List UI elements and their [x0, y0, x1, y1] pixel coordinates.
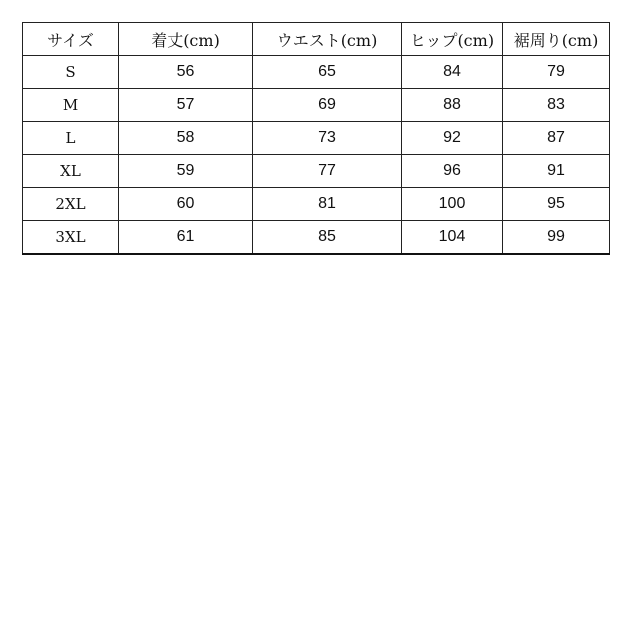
cell-size: XL: [23, 155, 119, 188]
cell-length: 57: [119, 89, 253, 122]
cell-hem: 79: [503, 56, 610, 89]
cell-hem: 99: [503, 221, 610, 255]
cell-waist: 69: [253, 89, 402, 122]
cell-waist: 85: [253, 221, 402, 255]
cell-hip: 88: [402, 89, 503, 122]
header-row: [23, 23, 610, 56]
table-row: [23, 89, 610, 122]
size-chart-table: [22, 22, 610, 255]
cell-size: 2XL: [23, 188, 119, 221]
cell-hip: 96: [402, 155, 503, 188]
cell-hem: 95: [503, 188, 610, 221]
table-row: [23, 188, 610, 221]
table-row: [23, 56, 610, 89]
cell-length: 56: [119, 56, 253, 89]
cell-hip: 104: [402, 221, 503, 255]
cell-hem: 83: [503, 89, 610, 122]
table-row: [23, 155, 610, 188]
cell-length: 58: [119, 122, 253, 155]
cell-size: M: [23, 89, 119, 122]
cell-waist: 73: [253, 122, 402, 155]
table-row: [23, 221, 610, 255]
cell-length: 59: [119, 155, 253, 188]
cell-size: L: [23, 122, 119, 155]
cell-hem: 87: [503, 122, 610, 155]
cell-length: 61: [119, 221, 253, 255]
header-size: サイズ: [23, 23, 119, 56]
cell-size: 3XL: [23, 221, 119, 255]
cell-hip: 92: [402, 122, 503, 155]
cell-hem: 91: [503, 155, 610, 188]
cell-waist: 65: [253, 56, 402, 89]
cell-length: 60: [119, 188, 253, 221]
header-hip: ヒップ(cm): [402, 23, 503, 56]
header-length: 着丈(cm): [119, 23, 253, 56]
cell-size: S: [23, 56, 119, 89]
header-waist: ウエスト(cm): [253, 23, 402, 56]
header-hem: 裾周り(cm): [503, 23, 610, 56]
table-row: [23, 122, 610, 155]
cell-waist: 77: [253, 155, 402, 188]
cell-hip: 84: [402, 56, 503, 89]
cell-waist: 81: [253, 188, 402, 221]
cell-hip: 100: [402, 188, 503, 221]
